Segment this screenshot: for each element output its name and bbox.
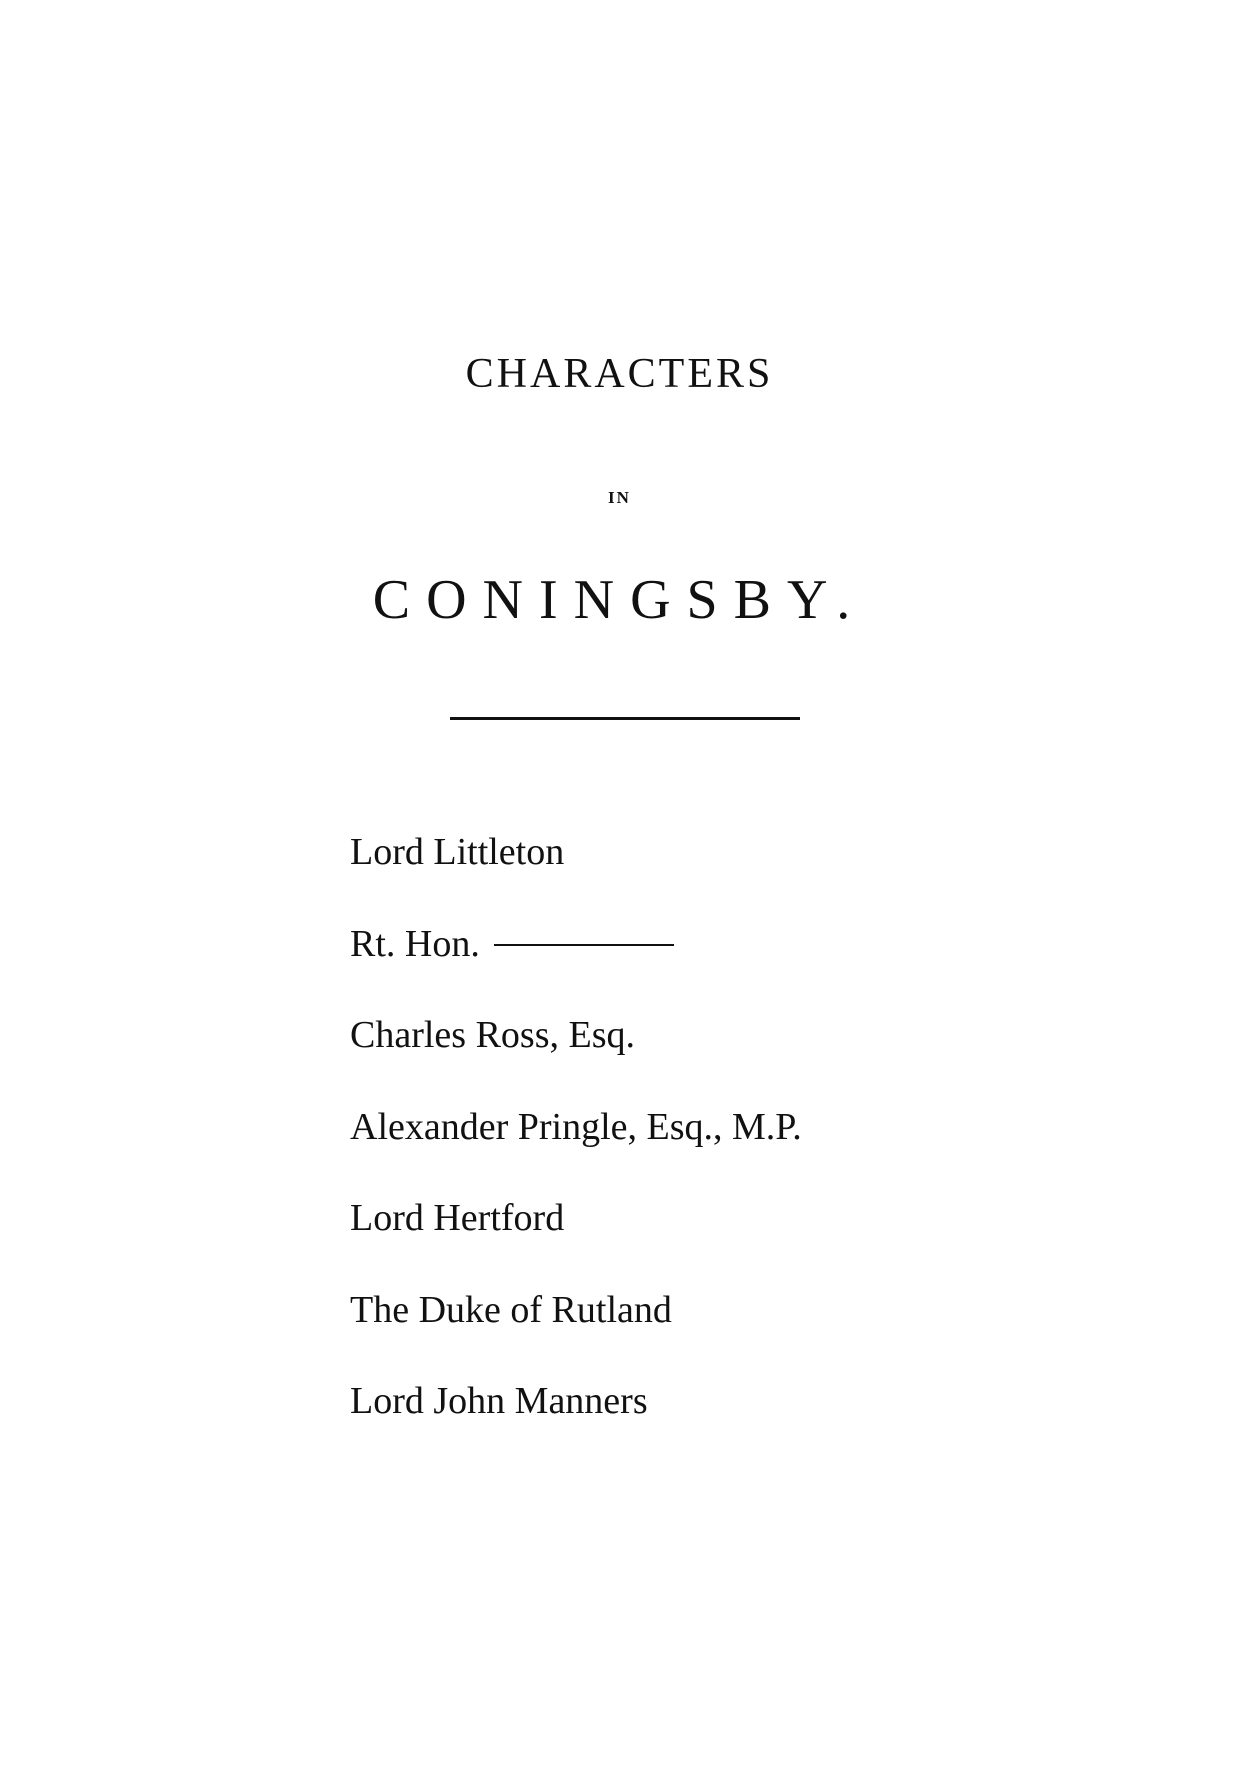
character-name: Lord John Manners [350,1380,648,1422]
heading-characters: CHARACTERS [465,351,774,397]
name-blank-rule [494,944,674,946]
characters-list [350,822,802,1463]
character-entry [350,1280,802,1372]
character-entry [350,1188,802,1280]
character-name: Lord Littleton [350,831,565,873]
character-entry [350,1371,802,1463]
character-name: Alexander Pringle, Esq., M.P. [350,1105,802,1148]
character-name: Charles Ross, Esq. [350,1014,635,1056]
title-divider-rule [450,717,800,720]
character-entry [350,914,802,1006]
heading-book-title: CONINGSBY. [372,569,867,631]
character-entry [350,822,802,914]
character-entry [350,1097,802,1189]
character-name: The Duke of Rutland [350,1288,672,1331]
character-name: Lord Hertford [350,1197,565,1239]
character-entry [350,1005,802,1097]
character-name: Rt. Hon. [350,922,480,965]
heading-in: IN [608,488,631,507]
